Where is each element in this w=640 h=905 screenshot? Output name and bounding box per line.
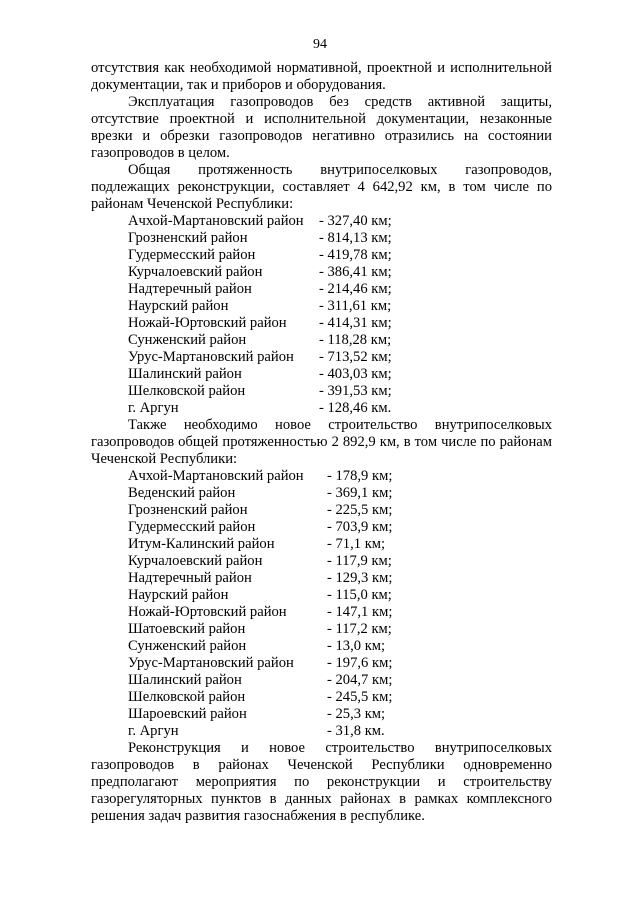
district-name: Курчалоевский район bbox=[128, 553, 263, 569]
district-length: - 713,52 км; bbox=[319, 349, 392, 365]
list-item bbox=[91, 553, 552, 570]
list-item bbox=[91, 655, 552, 672]
district-name: Ачхой-Мартановский район bbox=[128, 213, 304, 229]
district-length: - 414,31 км; bbox=[319, 315, 392, 331]
list-item bbox=[91, 332, 552, 349]
district-length: - 31,8 км. bbox=[327, 723, 385, 739]
district-length: - 117,9 км; bbox=[327, 553, 392, 569]
district-name: Надтеречный район bbox=[128, 570, 252, 586]
district-name: Курчалоевский район bbox=[128, 264, 263, 280]
list-item bbox=[91, 485, 552, 502]
list-item bbox=[91, 400, 552, 417]
district-length: - 128,46 км. bbox=[319, 400, 392, 416]
district-length: - 71,1 км; bbox=[327, 536, 386, 552]
district-name: Итум-Калинский район bbox=[128, 536, 275, 552]
district-length: - 147,1 км; bbox=[327, 604, 393, 620]
district-length: - 204,7 км; bbox=[327, 672, 393, 688]
district-name: Грозненский район bbox=[128, 230, 248, 246]
district-length: - 369,1 км; bbox=[327, 485, 393, 501]
district-name: Шатоевский район bbox=[128, 621, 246, 637]
district-length: - 419,78 км; bbox=[319, 247, 392, 263]
district-name: Гудермесский район bbox=[128, 247, 256, 263]
district-length: - 118,28 км; bbox=[319, 332, 392, 348]
district-length: - 214,46 км; bbox=[319, 281, 392, 297]
district-name: Ножай-Юртовский район bbox=[128, 315, 287, 331]
district-length: - 386,41 км; bbox=[319, 264, 392, 280]
district-name: Наурский район bbox=[128, 587, 229, 603]
paragraph-conclusion: Реконструкция и новое строительство внутрипоселковых газопроводов в районах Чеченской Республики одновременно предполагают мероприятия по реконструкции и строительству газорегуляторных пунктов в данных районах в рамках комплексного решения задач развития газоснабжения в республике. bbox=[91, 740, 552, 824]
list-item bbox=[91, 672, 552, 689]
list-item bbox=[91, 621, 552, 638]
district-name: Ножай-Юртовский район bbox=[128, 604, 287, 620]
district-length: - 703,9 км; bbox=[327, 519, 393, 535]
list-item bbox=[91, 230, 552, 247]
list-item bbox=[91, 213, 552, 230]
district-length: - 117,2 км; bbox=[327, 621, 392, 637]
district-name: Надтеречный район bbox=[128, 281, 252, 297]
list-item bbox=[91, 264, 552, 281]
district-name: г. Аргун bbox=[128, 400, 179, 416]
list-item bbox=[91, 502, 552, 519]
list-item bbox=[91, 638, 552, 655]
list-item bbox=[91, 281, 552, 298]
district-name: Сунженский район bbox=[128, 332, 247, 348]
page-number: 94 bbox=[313, 37, 327, 52]
district-length: - 814,13 км; bbox=[319, 230, 392, 246]
district-length: - 327,40 км; bbox=[319, 213, 392, 229]
list-item bbox=[91, 587, 552, 604]
paragraph-construction-total: Также необходимо новое строительство внутрипоселковых газопроводов общей протяженностью 2 892,9 км, в том числе по районам Чеченской Республики: bbox=[91, 417, 552, 467]
list-item bbox=[91, 723, 552, 740]
district-length: - 129,3 км; bbox=[327, 570, 393, 586]
district-name: Грозненский район bbox=[128, 502, 248, 518]
district-length: - 403,03 км; bbox=[319, 366, 392, 382]
list-item bbox=[91, 706, 552, 723]
list-item bbox=[91, 536, 552, 553]
district-length: - 311,61 км; bbox=[319, 298, 392, 314]
district-name: Шалинский район bbox=[128, 366, 242, 382]
construction-district-list bbox=[91, 468, 552, 740]
list-item bbox=[91, 519, 552, 536]
reconstruction-district-list bbox=[91, 213, 552, 417]
list-item bbox=[91, 247, 552, 264]
list-item bbox=[91, 689, 552, 706]
district-name: Шелковской район bbox=[128, 383, 246, 399]
district-name: Ачхой-Мартановский район bbox=[128, 468, 304, 484]
district-name: Гудермесский район bbox=[128, 519, 256, 535]
list-item bbox=[91, 298, 552, 315]
paragraph-reconstruction-total: Общая протяженность внутрипоселковых газопроводов, подлежащих реконструкции, составляет 4 642,92 км, в том числе по районам Чеченской Республики: bbox=[91, 162, 552, 212]
district-name: Урус-Мартановский район bbox=[128, 349, 294, 365]
district-length: - 13,0 км; bbox=[327, 638, 386, 654]
paragraph-operation: Эксплуатация газопроводов без средств активной защиты, отсутствие проектной и исполнительной документации, незаконные врезки и обрезки газопроводов негативно отразились на состоянии газопроводов в целом. bbox=[91, 94, 552, 161]
district-length: - 225,5 км; bbox=[327, 502, 393, 518]
list-item bbox=[91, 383, 552, 400]
list-item bbox=[91, 570, 552, 587]
list-item bbox=[91, 366, 552, 383]
district-length: - 25,3 км; bbox=[327, 706, 386, 722]
district-length: - 178,9 км; bbox=[327, 468, 393, 484]
list-item bbox=[91, 468, 552, 485]
list-item bbox=[91, 349, 552, 366]
district-name: Шароевский район bbox=[128, 706, 247, 722]
district-name: Сунженский район bbox=[128, 638, 247, 654]
district-length: - 115,0 км; bbox=[327, 587, 392, 603]
document-body bbox=[91, 60, 552, 825]
paragraph-intro: отсутствия как необходимой нормативной, проектной и исполнительной документации, так и приборов и оборудования. bbox=[91, 60, 552, 93]
district-name: Веденский район bbox=[128, 485, 236, 501]
district-name: Урус-Мартановский район bbox=[128, 655, 294, 671]
district-name: Наурский район bbox=[128, 298, 229, 314]
district-length: - 391,53 км; bbox=[319, 383, 392, 399]
district-name: Шелковской район bbox=[128, 689, 246, 705]
district-length: - 245,5 км; bbox=[327, 689, 393, 705]
district-name: г. Аргун bbox=[128, 723, 179, 739]
district-name: Шалинский район bbox=[128, 672, 242, 688]
district-length: - 197,6 км; bbox=[327, 655, 393, 671]
list-item bbox=[91, 315, 552, 332]
list-item bbox=[91, 604, 552, 621]
